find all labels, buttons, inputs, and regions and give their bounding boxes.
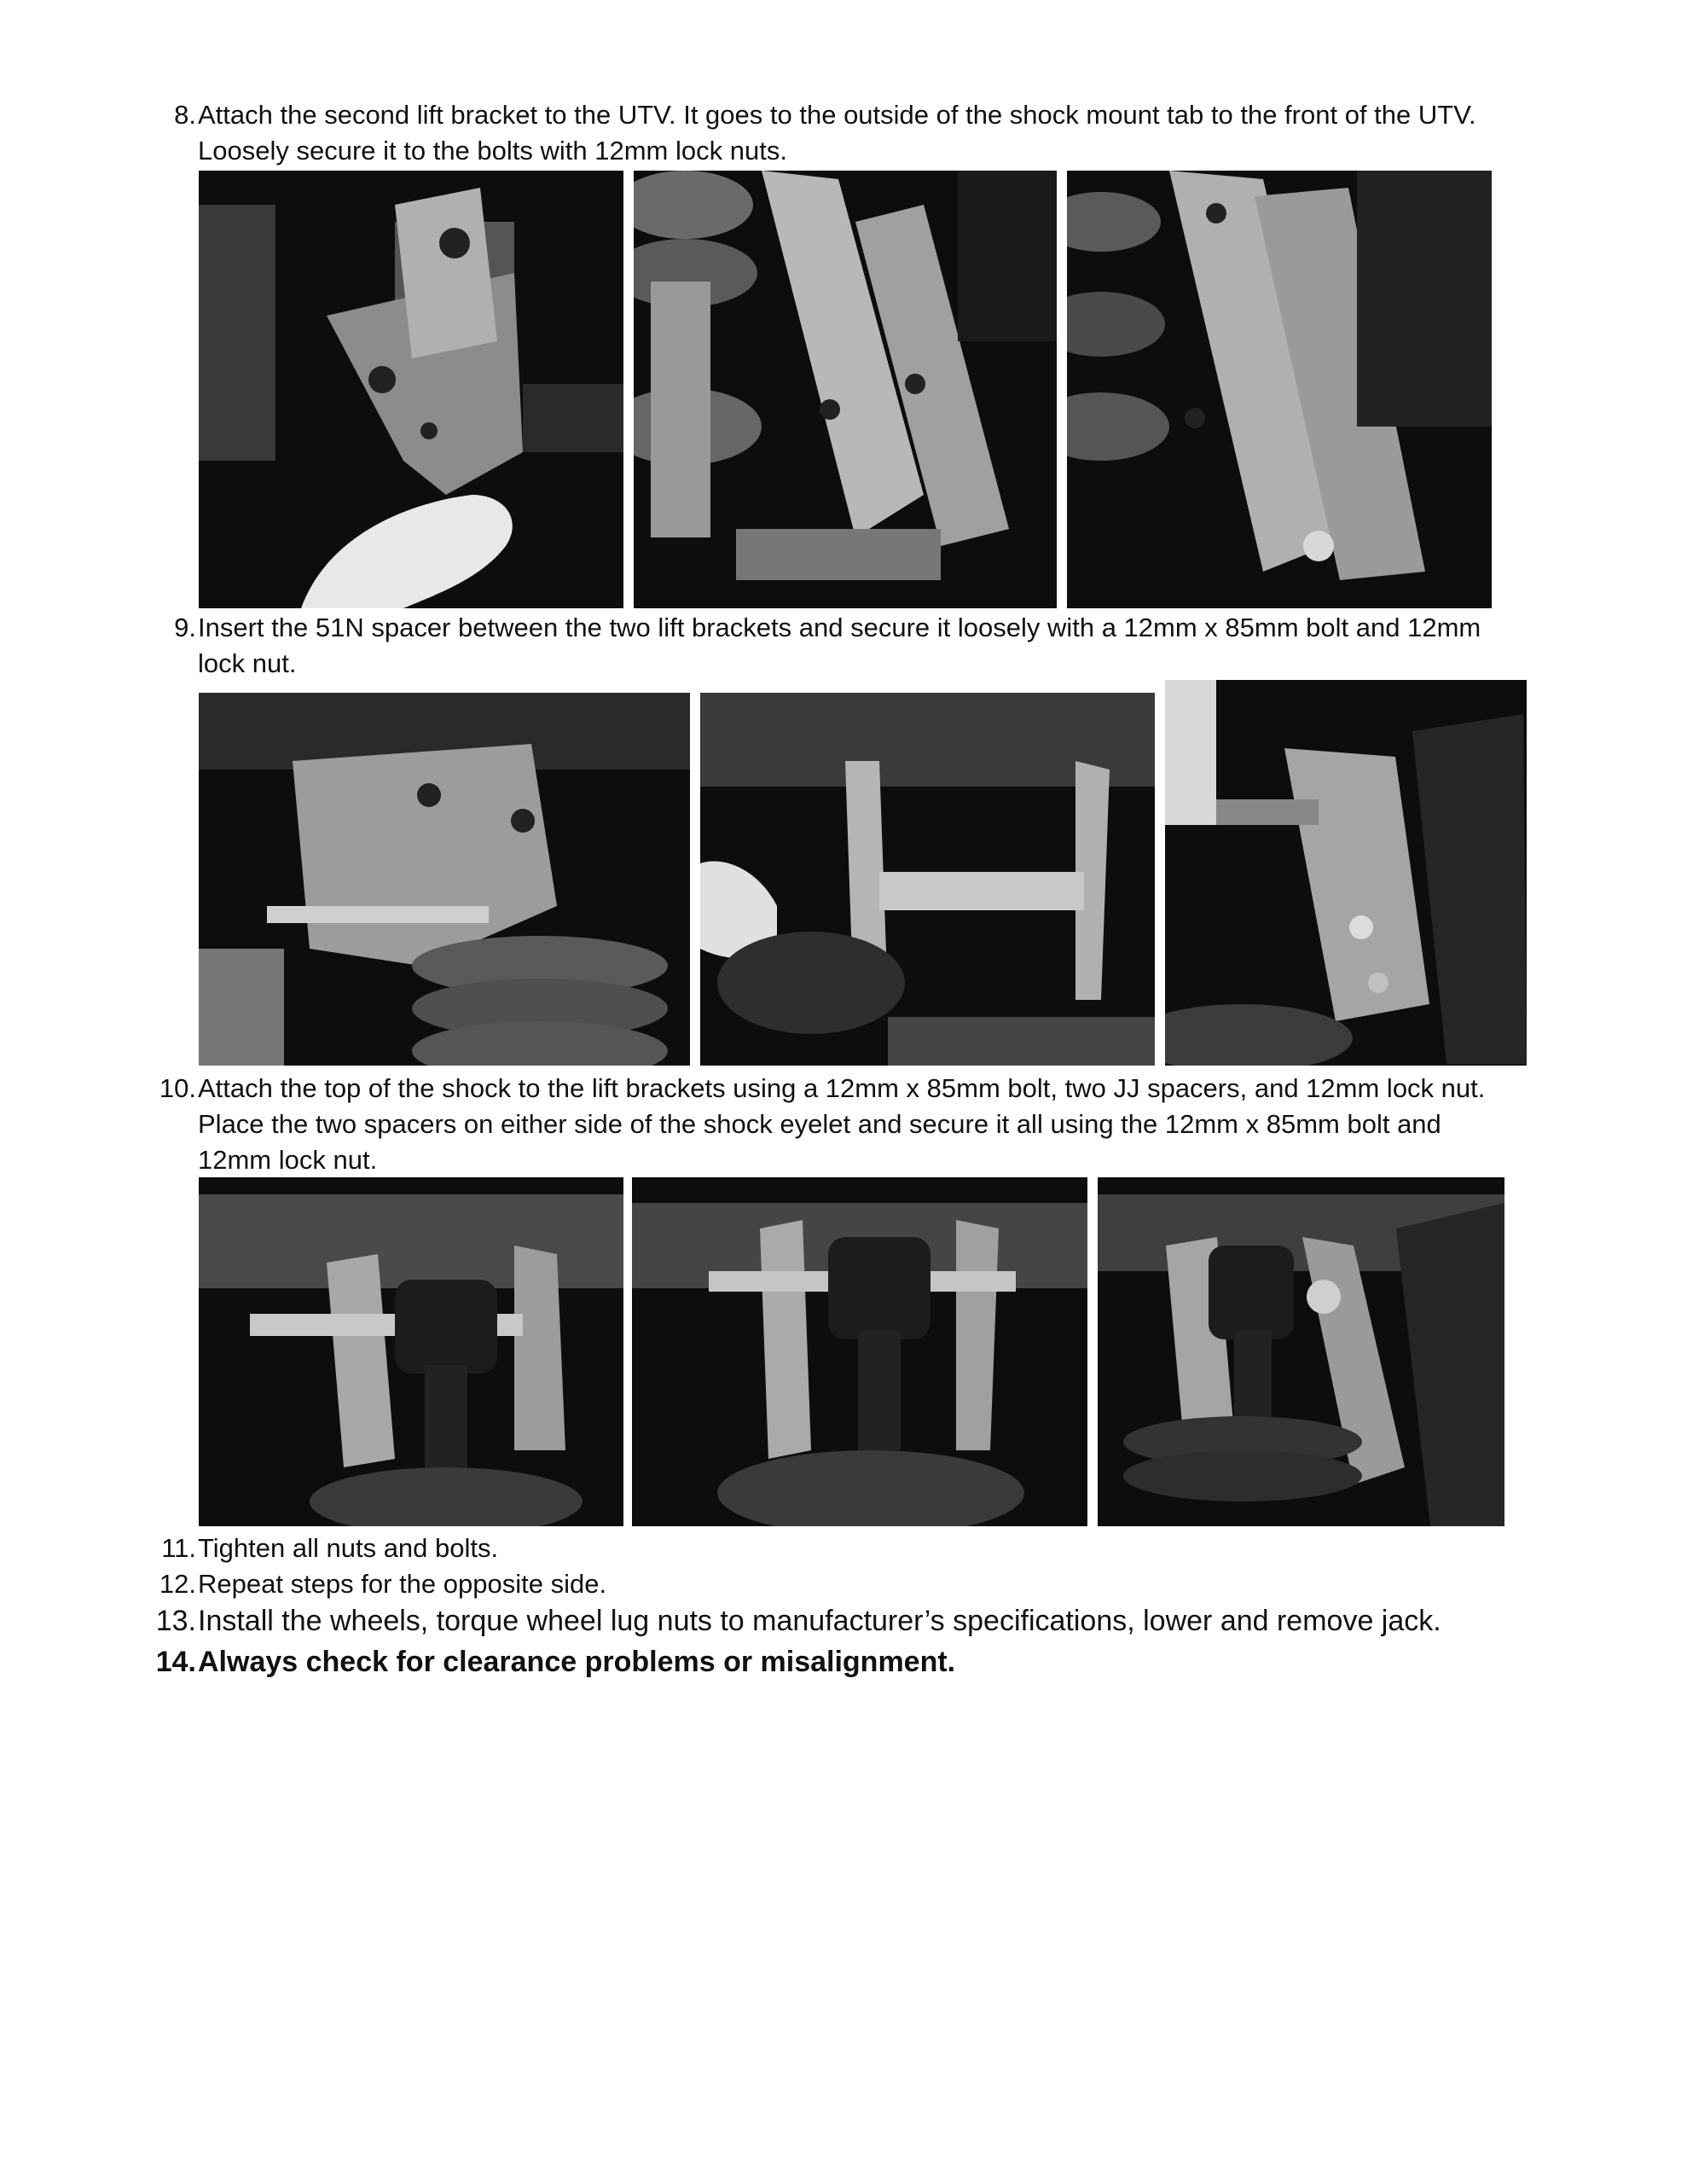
step-line: 12mm lock nut. — [198, 1145, 378, 1175]
photo-spacer-inserted — [700, 693, 1155, 1066]
step-number: 12. — [159, 1569, 196, 1599]
step-line: Insert the 51N spacer between the two lift brackets and secure it loosely with a 12mm x 85mm bolt and 12mm — [198, 613, 1481, 642]
step-line: Always check for clearance problems or misalignment. — [198, 1646, 956, 1678]
step-line: lock nut. — [198, 648, 297, 678]
photo-shock-top-1 — [199, 1177, 623, 1526]
step-line: Loosely secure it to the bolts with 12mm lock nuts. — [198, 136, 787, 166]
step-text — [198, 1566, 1588, 1602]
step-line: Attach the second lift bracket to the UTV. It goes to the outside of the shock mount tab to the front of the UTV. — [198, 100, 1476, 130]
photo-bracket-installed — [1067, 171, 1492, 608]
step-text — [198, 97, 1588, 169]
step-text — [198, 1531, 1588, 1566]
step-text — [198, 1600, 1588, 1641]
step-text — [198, 1071, 1588, 1178]
step-number: 11. — [161, 1533, 196, 1563]
step-number: 13. — [155, 1605, 196, 1637]
photo-spacer-side — [1165, 680, 1527, 1066]
step-line: Install the wheels, torque wheel lug nuts to manufacturer’s specifications, lower and remove jack. — [198, 1605, 1441, 1637]
photo-bracket-hand — [199, 171, 623, 608]
step-text — [198, 610, 1588, 682]
photo-shock-top-3 — [1098, 1177, 1504, 1526]
step-number: 14. — [155, 1646, 196, 1678]
photo-bracket-coil — [634, 171, 1057, 608]
step-number: 8. — [174, 100, 196, 130]
step-line: Attach the top of the shock to the lift brackets using a 12mm x 85mm bolt, two JJ spacers, and 12mm lock nut. — [198, 1073, 1486, 1103]
step-line: Tighten all nuts and bolts. — [198, 1533, 499, 1563]
photo-spacer-bolt — [199, 693, 690, 1066]
step-text — [198, 1641, 1588, 1682]
step-line: Place the two spacers on either side of the shock eyelet and secure it all using the 12mm x 85mm bolt and — [198, 1109, 1441, 1139]
step-number: 9. — [174, 613, 196, 642]
step-line: Repeat steps for the opposite side. — [198, 1569, 607, 1599]
step-number: 10. — [159, 1073, 196, 1103]
photo-shock-top-2 — [632, 1177, 1087, 1526]
